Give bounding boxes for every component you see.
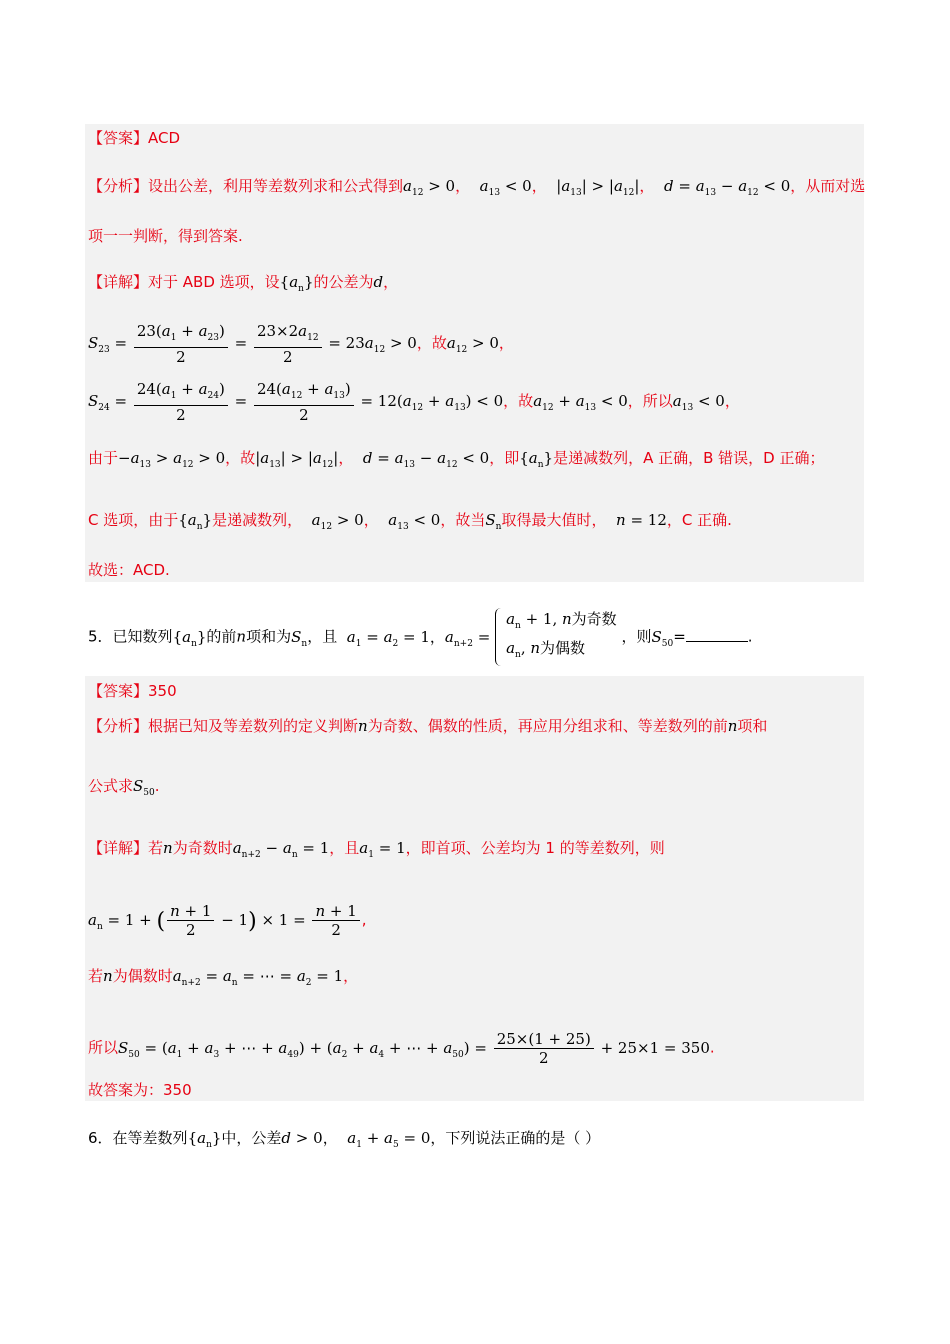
equation-s24: $S_{24}$ = $\frac{24(a_1 + a_{24})}{2}$ = $\frac{24(a_{12} + a_{13})}{2}$ = $12(a_{12} + a_{13}) < 0$，故$a_{12} + a_{13} < 0$，所以$a_{13} < 0$， xyxy=(88,380,740,424)
final-answer-q5: 故答案为：350 xyxy=(88,1081,192,1099)
c-option-line: C 选项，由于$\{a_n\}$是递减数列， $a_{12} > 0$， $a_{13} < 0$，故当$S_n$取得最大值时， n = 12，C 正确. xyxy=(88,511,732,532)
question-number: 6． xyxy=(88,1129,113,1147)
math-seq-an: $\{a_n\}$ xyxy=(279,273,314,294)
math-a13-neg: $a_{13} < 0$ xyxy=(479,177,532,198)
sum-line: 所以$S_{50} = (a_1 + a_3$ + ⋯ + $a_{49}) + (a_2 + a_4$ + ⋯ + $a_{50}$) = $\frac{25\times(1 + 25)}{2}$ + 25×1 = 350. xyxy=(88,1030,715,1067)
choose-line-q4: 故选：ACD. xyxy=(88,561,170,579)
math-abs-compare: $|a_{13}| > |a_{12}|$ xyxy=(551,177,640,198)
answer-tag: 【答案】 xyxy=(88,682,149,700)
analysis-line-q5: 【分析】根据已知及等差数列的定义判断n为奇数、偶数的性质，再应用分组求和、等差数列的前n项和 xyxy=(88,717,768,735)
math-a12-pos: $a_{12} > 0$ xyxy=(403,177,456,198)
math-d: d xyxy=(373,273,384,291)
answer-line-q5 xyxy=(88,681,177,701)
analysis-tag: 【分析】 xyxy=(88,177,149,195)
piecewise-definition: $a_n + 1$, n为奇数 $a_n$, n为偶数 xyxy=(495,608,617,666)
detail-tag: 【详解】 xyxy=(88,839,149,857)
since-line: 由于$-a_{13} > a_{12} > 0$，故$|a_{13}| > |a_{12}|$， $d = a_{13} - a_{12} < 0$，即$\{a_n\}$是递减数列，A 正确，B 错误，D 正确； xyxy=(88,449,825,470)
answer-blank[interactable] xyxy=(686,627,748,642)
even-line: 若n为偶数时$a_{n+2} = a_n$ = ⋯ = $a_2 = 1$， xyxy=(88,967,359,988)
math-d-def: $d = a_{13} - a_{12} < 0$ xyxy=(663,177,791,198)
detail-tag: 【详解】 xyxy=(88,273,149,291)
analysis-line2-q5: 公式求$S_{50}$. xyxy=(88,777,160,798)
analysis-tag: 【分析】 xyxy=(88,717,149,735)
answer-value: 350 xyxy=(148,682,177,700)
answer-value: ACD xyxy=(148,129,181,147)
answer-line-q4 xyxy=(88,128,180,148)
question-number: 5． xyxy=(88,627,113,646)
question-6: 6．在等差数列$\{a_n\}$中，公差d > 0， $a_1 + a_5 = 0$，下列说法正确的是（ ） xyxy=(88,1129,601,1150)
question-5: 5．已知数列$\{a_n\}$的前n项和为$S_n$，且 $a_1 = a_2 = 1$，$a_{n+2}$ = $a_n + 1$, n为奇数 $a_n$, n为偶数 ，则$S_{50}=$ . xyxy=(88,608,753,666)
detail-line-q5: 【详解】若n为奇数时$a_{n+2} - a_n = 1$，且$a_1 = 1$，即首项、公差均为 1 的等差数列，则 xyxy=(88,839,665,860)
equation-an-odd: $a_n = 1$ + ( $\frac{n + 1}{2}$ − 1) × 1 = $\frac{n + 1}{2}$ , xyxy=(88,902,367,939)
detail-line-q4: 【详解】对于 ABD 选项，设$\{a_n\}$的公差为d， xyxy=(88,273,399,294)
analysis-line-q4: 【分析】设出公差，利用等差数列求和公式得到$a_{12} > 0$， $a_{13} < 0$， $|a_{13}| > |a_{12}|$， $d = a_{13} - a_{12} < 0$，从而对选 xyxy=(88,177,866,198)
equation-s23: $S_{23}$ = $\frac{23(a_1 + a_{23})}{2}$ = $\frac{23\times 2a_{12}}{2}$ = $23a_{12} > 0$，故$a_{12} > 0$， xyxy=(88,322,514,366)
answer-tag: 【答案】 xyxy=(88,129,149,147)
analysis-line2-q4: 项一一判断，得到答案. xyxy=(88,227,243,245)
